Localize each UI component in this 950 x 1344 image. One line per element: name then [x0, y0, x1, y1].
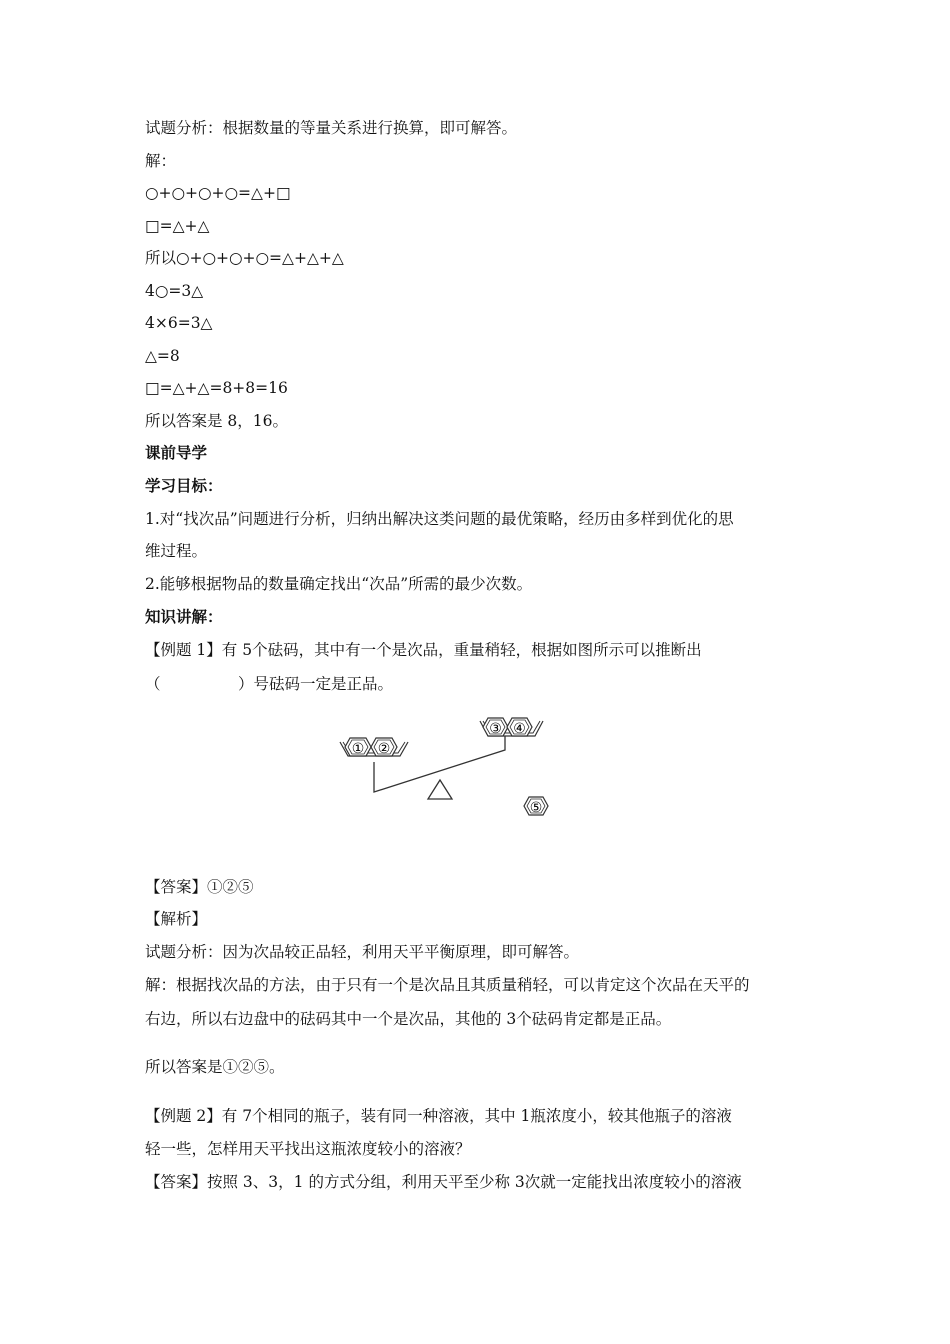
example-1-question-continued: （ ）号砝码一定是正品。	[145, 675, 394, 693]
weight-1	[345, 738, 371, 757]
example-2-question: 【例题 2】有 7个相同的瓶子，装有同一种溶液，其中 1瓶浓度小，较其他瓶子的溶液	[145, 1107, 732, 1125]
example-1-question: 【例题 1】有 5个砝码，其中有一个是次品，重量稍轻，根据如图所示可以推断出	[145, 641, 702, 659]
objective-2: 2.能够根据物品的数量确定找出“次品”所需的最少次数。	[145, 575, 533, 593]
solution-2: 解：根据找次品的方法，由于只有一个是次品且其质量稍轻，可以肯定这个次品在天平的	[145, 976, 750, 994]
equation-line: ○+○+○+○=△+□	[145, 184, 291, 202]
equation-line: △=8	[145, 347, 180, 365]
solution-2-continued: 右边，所以右边盘中的砝码其中一个是次品，其他的 3个砝码肯定都是正品。	[145, 1010, 672, 1028]
weight-3	[483, 718, 508, 737]
equation-line: □=△+△	[145, 217, 210, 235]
weight-2	[371, 738, 397, 757]
weight-4	[507, 718, 532, 737]
balance-scale-figure	[330, 712, 570, 822]
weight-label: ④	[513, 721, 526, 737]
answer-2: 【答案】按照 3、3，1 的方式分组，利用天平至少称 3次就一定能找出浓度较小的溶液	[145, 1173, 742, 1191]
weight-5	[524, 797, 548, 816]
solution-label: 解：	[145, 152, 177, 170]
equation-line: 所以○+○+○+○=△+△+△	[145, 249, 344, 267]
analysis-label: 【解析】	[145, 910, 208, 928]
objective-1-continued: 维过程。	[145, 542, 208, 560]
weight-label: ③	[489, 721, 502, 737]
analysis-2: 试题分析：因为次品较正品轻，利用天平平衡原理，即可解答。	[145, 943, 580, 961]
equation-line: 4○=3△	[145, 282, 204, 300]
knowledge-heading: 知识讲解：	[145, 608, 223, 626]
conclusion-2: 所以答案是①②⑤。	[145, 1058, 285, 1076]
equation-line: 4×6=3△	[145, 314, 213, 332]
equation-line: □=△+△=8+8=16	[145, 379, 288, 397]
balance-fulcrum	[428, 780, 452, 799]
answer-line: 所以答案是 8，16。	[145, 412, 289, 430]
analysis-text: 试题分析：根据数量的等量关系进行换算，即可解答。	[145, 119, 518, 137]
objective-1: 1.对“找次品”问题进行分析，归纳出解决这类问题的最优策略，经历由多样到优化的思	[145, 510, 734, 528]
answer-1: 【答案】①②⑤	[145, 878, 254, 896]
weight-label: ⑤	[529, 800, 543, 816]
weight-label: ①	[351, 741, 365, 757]
section-title: 课前导学	[145, 444, 208, 462]
example-2-question-continued: 轻一些，怎样用天平找出这瓶浓度较小的溶液？	[145, 1140, 471, 1158]
objectives-heading: 学习目标：	[145, 477, 223, 495]
weight-label: ②	[377, 741, 391, 757]
